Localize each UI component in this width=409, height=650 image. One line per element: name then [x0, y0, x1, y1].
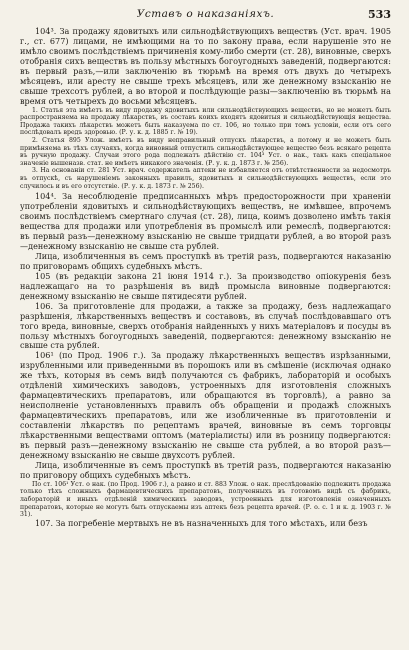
note-104-3-1: 1. Статья эта имѣетъ въ виду продажу ядовитыхъ или сильнодѣйствующихъ веществъ, но не можетъ быть распространяема на продажу лѣкарствъ, въ составъ коихъ входятъ ядовитыя и сильнодѣйствующія вещества. Продажа такихъ лѣкарствъ можетъ быть наказуема по ст. 106, но только при томъ условіи, если отъ сего послѣдовалъ вредъ здоровью. (Р. у. к. д. 1885 г. № 19). — [20, 106, 391, 137]
article-105: 105 (въ редакціи закона 21 іюня 1914 г.). За производство опіокуренія безъ надлежащаго на то разрѣшенія въ видѣ промысла виновные подвергаются: денежному взысканію не свыше пятидесяти рублей. — [20, 270, 391, 301]
running-title: Уставъ о наказаніяхъ. — [136, 8, 275, 20]
article-106: 106. За приготовленіе для продажи, а также за продажу, безъ надлежащаго разрѣшенія, лѣкарственныхъ веществъ и составовъ, въ случаѣ послѣдовавшаго отъ того вреда, виновные, сверхъ отобранія найденныхъ у нихъ матеріаловъ и посуды въ пользу мѣстныхъ богоугодныхъ заведеній, подвергаются: денежному взысканію не свыше ста рублей. — [20, 300, 391, 351]
page-text — [20, 27, 391, 529]
note-104-3-3: 3. На основаніи ст. 281 Уст. врач. содержатель аптеки не избавляется отъ отвѣтственности за недосмотръ въ отпускѣ, съ нарушеніемъ законныхъ правилъ, ядовитыхъ и сильнодѣйствующихъ веществъ, если это случилось и въ его отсутствіе. (Р. у. к. д. 1873 г. № 256). — [20, 167, 391, 190]
note-104-3-2: 2. Статья 895 Улож. имѣетъ въ виду неправильный отпускъ лѣкарствъ, а потому и не можетъ быть примѣняема въ тѣхъ случаяхъ, когда виновный отпустилъ сильнодѣйствующее вещество безъ всякаго рецепта въ ручную продажу. Случаи этого рода подлежатъ дѣйствію ст. 104³ Уст. о нак., такъ какъ спеціальное значеніе вышеназв. стат. не имѣетъ никакого значенія. (Р. у. к. д. 1873 г. № 256). — [20, 137, 391, 167]
article-106-1-para-2: Лица, изобличенные въ семъ проступкѣ въ третій разъ, подвергаются наказанію по приговору общихъ судебныхъ мѣстъ. — [20, 459, 391, 480]
page-header — [20, 8, 391, 24]
note-106-1: По ст. 106¹ Уст. о нак. (по Прод. 1906 г.), а равно и ст. 883 Улож. о нак. преслѣдованію подлежитъ продажа только тѣхъ сложныхъ фармацевтическихъ препаратовъ, полученныхъ въ готовомъ видѣ съ фабрикъ, лабораторій и иныхъ отдѣленій химическихъ заводовъ, устроенныхъ для изготовленія означенныхъ препаратовъ, которые не могутъ быть отпускаемы изъ аптекъ безъ рецепта врачей. (Р. о. с. 1 и к. д. 1903 г. № 31). — [20, 480, 391, 519]
article-106-1: 106¹ (по Прод. 1906 г.). За продажу лѣкарственныхъ веществъ изрѣзанными, изрубленными или приведенными въ порошокъ или въ смѣшеніе (исключая однако же тѣхъ, которыя въ семъ видѣ получаются съ фабрикъ, лабораторій и особыхъ отдѣленій химическихъ заводовъ, устроенныхъ для изготовленія сложныхъ фармацевтическихъ препаратовъ, или обращаются въ торговлѣ), а равно за неисполненіе установленныхъ правилъ объ обращеніи и продажѣ сложныхъ фармацевтическихъ препаратовъ, или же изобличенные въ приготовленіи и составленіи лѣкарствъ по рецептамъ врачей, виновные въ семъ торговцы лѣкарственными веществами оптомъ (матеріалисты) или въ розницу подвергаются: въ первый разъ—денежному взысканію не свыше ста рублей, а во второй разъ—денежному взысканію не свыше двухсотъ рублей. — [20, 350, 391, 460]
article-104-3: 104³. За продажу ядовитыхъ или сильнодѣйствующихъ веществъ (Уст. врач. 1905 г., ст. 677) лицами, не имѣющими на то по закону права, если нарушеніе это не имѣло своимъ послѣдствіемъ причиненія кому-либо смерти (ст. 28), виновные, сверхъ отобранія сихъ веществъ въ пользу мѣстныхъ богоугодныхъ заведеній, подвергаются: въ первый разъ,—или заключенію въ тюрьмѣ на время отъ двухъ до четырехъ мѣсяцевъ, или аресту не свыше трехъ мѣсяцевъ, или же денежному взысканію не свыше трехсотъ рублей, а во второй и послѣдующіе разы—заключенію въ тюрьмѣ на время отъ четырехъ до восьми мѣсяцевъ. — [20, 26, 391, 106]
page-number: 533 — [368, 8, 391, 21]
article-104-4: 104⁴. За несоблюденіе предписанныхъ мѣръ предосторожности при храненіи употребленіи ядовитыхъ и сильнодѣйствующихъ веществъ, не имѣвшее, впрочемъ своимъ послѣдствіемъ смертнаго случая (ст. 28), лица, коимъ дозволено имѣть такія вещества для продажи или употребленія въ промыслѣ или ремеслѣ, подвергаются: въ первый разъ—денежному взысканію не свыше тридцати рублей, а во второй разъ—денежному взысканію не свыше ста рублей. — [20, 191, 391, 251]
article-104-4-para-2: Лица, изобличенныя въ семъ проступкѣ въ третій разъ, подвергаются наказанію по приговорамъ общихъ судебныхъ мѣстъ. — [20, 250, 391, 271]
article-107: 107. За погребеніе мертвыхъ не въ назначенныхъ для того мѣстахъ, или безъ — [35, 517, 368, 528]
